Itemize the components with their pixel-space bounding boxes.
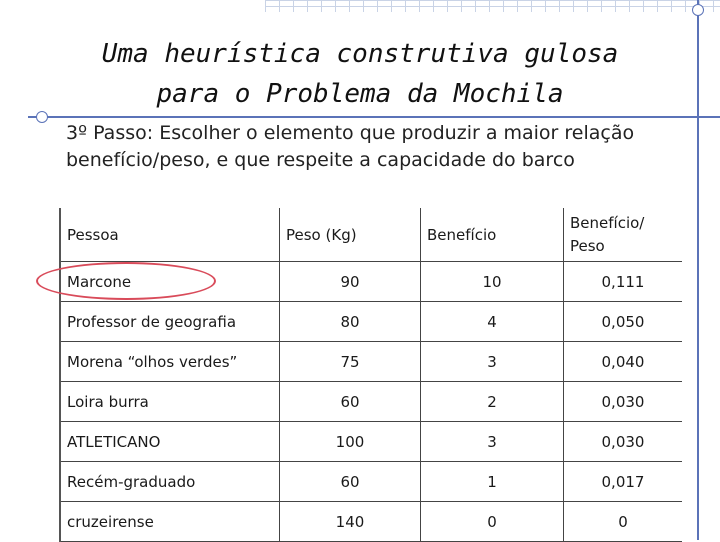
table-row — [60, 262, 682, 302]
cell-peso: 100 — [280, 422, 421, 462]
cell-peso: 80 — [280, 302, 421, 342]
table-row — [60, 382, 682, 422]
table-row — [60, 462, 682, 502]
cell-relacao: 0,111 — [564, 262, 683, 302]
decorative-vertical-line — [697, 0, 699, 540]
decorative-grid — [265, 0, 720, 12]
cell-pessoa: Morena “olhos verdes” — [60, 342, 280, 382]
cell-beneficio: 3 — [421, 342, 564, 382]
cell-beneficio: 1 — [421, 462, 564, 502]
slide-title — [60, 34, 660, 114]
cell-beneficio: 0 — [421, 502, 564, 542]
header-pessoa: Pessoa — [60, 208, 280, 262]
cell-beneficio: 4 — [421, 302, 564, 342]
cell-pessoa: ATLETICANO — [60, 422, 280, 462]
slide-title-line-1: Uma heurística construtiva gulosa — [101, 39, 619, 69]
cell-relacao: 0,030 — [564, 382, 683, 422]
table-row — [60, 342, 682, 382]
cell-peso: 60 — [280, 382, 421, 422]
cell-peso: 75 — [280, 342, 421, 382]
cell-peso: 90 — [280, 262, 421, 302]
cell-beneficio: 3 — [421, 422, 564, 462]
cell-peso: 60 — [280, 462, 421, 502]
decorative-circle-top — [692, 4, 704, 16]
header-beneficio: Benefício — [421, 208, 564, 262]
slide-title-line-2: para o Problema da Mochila — [156, 79, 564, 109]
cell-beneficio: 2 — [421, 382, 564, 422]
cell-relacao: 0 — [564, 502, 683, 542]
knapsack-table — [59, 208, 682, 542]
decorative-horizontal-line — [28, 116, 720, 118]
table-row — [60, 302, 682, 342]
header-relacao: Benefício/ Peso — [564, 208, 683, 262]
cell-relacao: 0,050 — [564, 302, 683, 342]
cell-pessoa: Loira burra — [60, 382, 280, 422]
cell-pessoa: Professor de geografia — [60, 302, 280, 342]
table-row — [60, 502, 682, 542]
cell-pessoa: cruzeirense — [60, 502, 280, 542]
cell-relacao: 0,017 — [564, 462, 683, 502]
cell-pessoa: Marcone — [60, 262, 280, 302]
cell-pessoa: Recém-graduado — [60, 462, 280, 502]
decorative-circle-left — [36, 111, 48, 123]
cell-beneficio: 10 — [421, 262, 564, 302]
table-row — [60, 422, 682, 462]
cell-relacao: 0,030 — [564, 422, 683, 462]
cell-relacao: 0,040 — [564, 342, 683, 382]
step-description: 3º Passo: Escolher o elemento que produzir a maior relação benefício/peso, e que respeite a capacidade do barco — [66, 122, 635, 171]
cell-peso: 140 — [280, 502, 421, 542]
table-header-row — [60, 208, 682, 262]
header-peso: Peso (Kg) — [280, 208, 421, 262]
